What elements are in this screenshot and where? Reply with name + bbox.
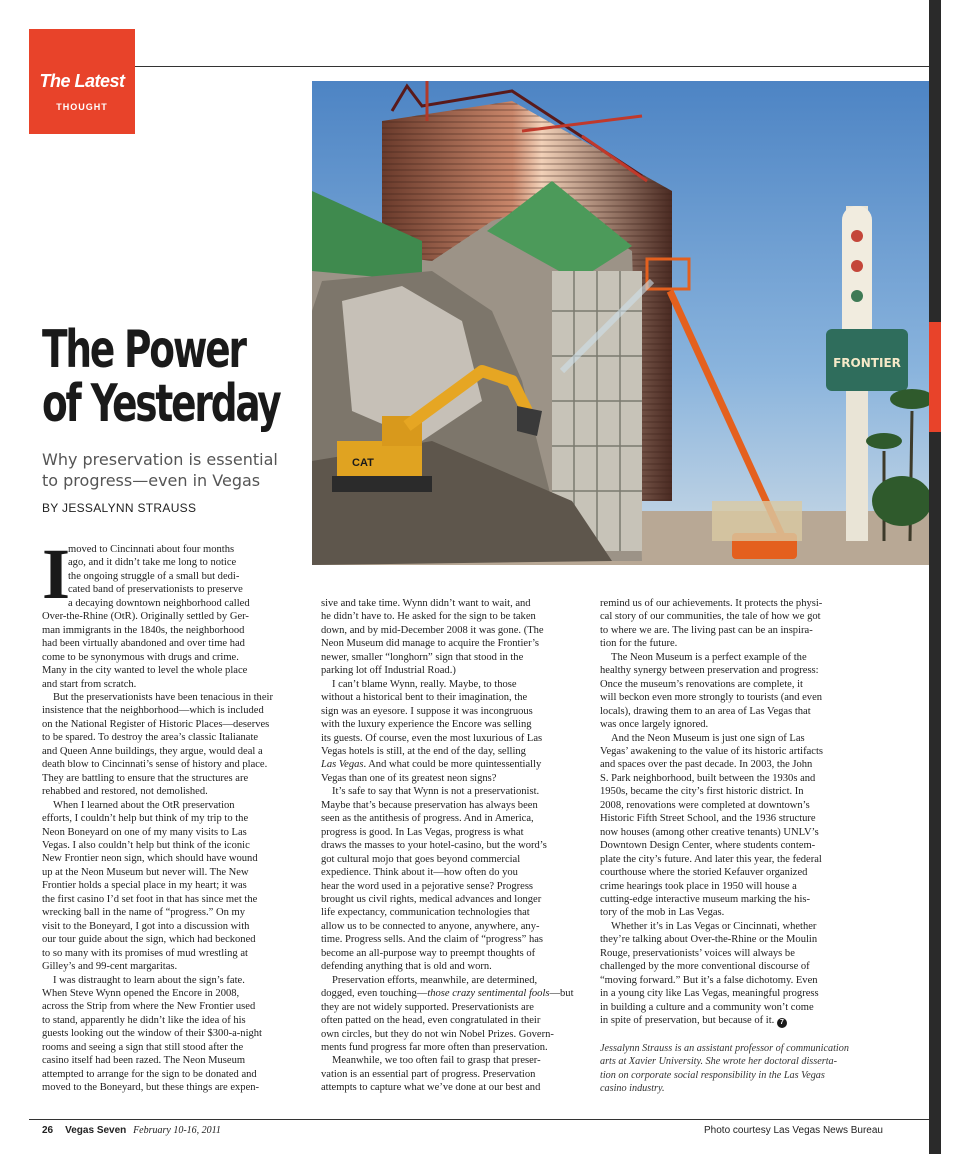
article-line: own circles, but they do not win Nobel Prizes. Govern- xyxy=(321,1028,554,1040)
article-line: When I learned about the OtR preservation xyxy=(53,799,235,811)
article-line: progress is good. In Las Vegas, progress is what xyxy=(321,826,524,838)
frontier-sign-text: FRONTIER xyxy=(833,356,901,370)
article-line: visit to the Boneyard, I got into a discussion with xyxy=(42,920,250,932)
article-column-1 xyxy=(42,534,310,1095)
article-line: S. Park neighborhood, built between the 1930s and xyxy=(600,772,816,784)
footer-rule xyxy=(29,1119,929,1120)
article-line: remind us of our achievements. It protects the physi- xyxy=(600,598,823,609)
article-line: hear the word used in a pejorative sense? Progress xyxy=(321,880,534,892)
headline-line-2: of Yesterday xyxy=(42,374,280,434)
article-line: ments fund progress far more often than preservation. xyxy=(321,1041,548,1053)
article-line: without a historical bent to their imagination, the xyxy=(321,692,528,704)
magazine-name: Vegas Seven xyxy=(65,1125,127,1136)
article-line: casino itself had been razed. The Neon Museum xyxy=(42,1055,246,1067)
article-line: Vegas’ awakening to the value of its historic artifacts xyxy=(600,745,823,757)
article-line: death blow to Cincinnati’s sense of history and place. xyxy=(42,759,268,771)
article-line: to stand, apparently he didn’t like the idea of his xyxy=(42,1014,246,1026)
article-line: with the luxury experience the Encore was selling xyxy=(321,719,532,731)
article-line: sign was an eyesore. I suppose it was incongruous xyxy=(321,705,533,717)
article-line: often patted on the head, even congratulated in their xyxy=(321,1015,541,1027)
article-line: to be spared. To destroy the area’s classic Italianate xyxy=(42,732,259,744)
article-line: now houses (among other creative tenants) UNLV’s xyxy=(600,826,819,838)
photo-credit: Photo courtesy Las Vegas News Bureau xyxy=(704,1125,883,1136)
article-line: Meanwhile, we too often fail to grasp that preser- xyxy=(332,1055,541,1067)
article-line: Gilley’s and 99-cent margaritas. xyxy=(42,961,178,973)
article-dek xyxy=(42,449,307,491)
article-line: Preservation efforts, meanwhile, are determined, xyxy=(332,974,538,986)
article-line: tory of the mob in Las Vegas. xyxy=(600,907,725,919)
article-line: wrecking ball in the name of “progress.” On my xyxy=(42,907,245,919)
article-line: and start from scratch. xyxy=(42,678,137,690)
article-line: draws the masses to your hotel-casino, but the word’s xyxy=(321,840,547,852)
article-line: cutting-edge interactive museum marking the his- xyxy=(600,893,810,905)
article-line: Over-the-Rhine (OtR). Originally settled by Ger- xyxy=(42,611,249,623)
article-line: But the preservationists have been tenacious in their xyxy=(53,691,273,703)
article-line: the first casino I’d set foot in that has since met the xyxy=(42,893,258,905)
article-line: Neon Boneyard on one of my many visits to Las xyxy=(42,826,247,838)
section-subtitle: THOUGHT xyxy=(56,102,108,112)
article-line: Rouge, preservationists’ voices will always be xyxy=(600,947,795,959)
article-line: locals), drawing them to an area of Las Vegas that xyxy=(600,705,811,717)
article-line: efforts, I couldn’t help but think of my trip to the xyxy=(42,813,249,825)
article-line: 2008, renovations were completed at downtown’s xyxy=(600,799,810,811)
dek-line-1: Why preservation is essential xyxy=(42,450,278,469)
excavator-brand-text: CAT xyxy=(352,457,374,469)
section-title: The Latest xyxy=(39,71,125,91)
article-line: had been virtually abandoned and over time had xyxy=(42,638,245,650)
page-number: 26 xyxy=(42,1125,54,1136)
article-line: challenged by the more conventional discourse of xyxy=(600,961,810,973)
bio-line: Jessalynn Strauss is an assistant professor of communication xyxy=(600,1043,849,1054)
bio-line: tion on corporate social responsibility in the Las Vegas xyxy=(600,1069,825,1081)
article-line: Vegas hotels is still, at the end of the day, selling xyxy=(321,745,526,757)
article-line: vation is an essential part of progress. Preservation xyxy=(321,1068,536,1080)
article-line: in a young city like Las Vegas, meaningful progress xyxy=(600,988,819,1000)
article-line: 1950s, became the city’s first historic district. In xyxy=(600,786,804,798)
article-line: And the Neon Museum is just one sign of Las xyxy=(611,732,805,744)
article-line: got cultural mojo that goes beyond commercial xyxy=(321,853,521,865)
top-rule xyxy=(135,66,929,67)
article-line: Neon Museum did manage to acquire the Frontier’s xyxy=(321,638,540,650)
article-line: the ongoing struggle of a small but dedi- xyxy=(68,570,240,582)
article-line: guests looking out the window of their $300-a-night xyxy=(42,1028,262,1040)
article-headline xyxy=(42,320,280,434)
drop-cap: I xyxy=(42,534,71,614)
article-line: up at the Neon Museum but never will. The New xyxy=(42,866,249,878)
article-line: become an all-purpose way to preempt thoughts of xyxy=(321,947,536,959)
article-line: and Queen Anne buildings, they argue, would deal a xyxy=(42,745,263,757)
article-line: dogged, even touching—those crazy sentimental fools—but xyxy=(321,988,574,1000)
article-line: attempted to arrange for the sign to be donated and xyxy=(42,1068,257,1080)
article-line: Maybe that’s because preservation has always been xyxy=(321,799,538,811)
article-line: moved to the Boneyard, but these things are expen- xyxy=(42,1082,260,1094)
article-line: Downtown Design Center, where students contem- xyxy=(600,840,816,852)
article-line: Frontier holds a special place in my heart; it was xyxy=(42,880,247,892)
article-line: They are battling to ensure that the structures are xyxy=(42,772,249,784)
article-line: “moving forward.” But it’s a false dichotomy. Even xyxy=(600,974,818,986)
author-bio xyxy=(600,1042,870,1096)
issue-date: February 10-16, 2011 xyxy=(133,1125,221,1136)
article-line: newer, smaller “longhorn” sign that stood in the xyxy=(321,651,524,663)
article-line: our tour guide about the sign, which had beckoned xyxy=(42,934,256,946)
demolition-photo xyxy=(312,81,929,565)
article-line: brought us civil rights, medical advances and longer xyxy=(321,893,542,905)
article-line: come to be synonymous with drugs and crime. xyxy=(42,651,239,663)
article-line: tion for the future. xyxy=(600,638,678,650)
article-line: The Neon Museum is a perfect example of the xyxy=(611,651,807,663)
article-line: they are not widely supported. Preservationists are xyxy=(321,1001,534,1013)
article-line: was once largely ignored. xyxy=(600,719,709,731)
article-line: time. Progress sells. And the claim of “progress” has xyxy=(321,934,544,946)
article-line: Once the museum’s renovations are complete, it xyxy=(600,678,803,690)
article-line: allow us to be connected to anyone, anywhere, any- xyxy=(321,920,540,932)
article-line: they’re talking about Over-the-Rhine or the Moulin xyxy=(600,934,818,946)
dek-line-2: to progress—even in Vegas xyxy=(42,471,261,490)
page-edge-accent xyxy=(929,322,941,432)
article-line: down, and by mid-December 2008 it was gone. (The xyxy=(321,624,544,636)
article-line: man immigrants in the 1840s, the neighborhood xyxy=(42,624,245,636)
byline: BY JESSALYNN STRAUSS xyxy=(42,501,197,515)
article-line: Many in the city wanted to level the whole place xyxy=(42,665,248,677)
section-label-box xyxy=(29,29,135,134)
article-line: New Frontier neon sign, which should have wound xyxy=(42,853,258,865)
article-line: cal story of our communities, the tale of how we got xyxy=(600,611,821,623)
article-line: parking lot off Industrial Road.) xyxy=(321,665,456,677)
article-line: moved to Cincinnati about four months xyxy=(68,544,235,555)
article-line: he didn’t have to. He asked for the sign to be taken xyxy=(321,611,536,623)
article-line: seen as the antithesis of progress. And in America, xyxy=(321,813,534,825)
article-line: I can’t blame Wynn, really. Maybe, to those xyxy=(332,678,517,690)
article-line: Whether it’s in Las Vegas or Cincinnati, whether xyxy=(611,920,817,932)
article-line: Vegas than one of its greatest neon signs? xyxy=(321,772,497,784)
article-line: insistence that the neighborhood—which is included xyxy=(42,705,264,717)
article-line: cated band of preservationists to preserve xyxy=(68,584,243,596)
article-line: Las Vegas. And what could be more quintessentially xyxy=(321,759,542,771)
article-line: in building a culture and a community won’t come xyxy=(600,1001,814,1013)
article-line: crime hearings took place in 1950 will house a xyxy=(600,880,797,892)
article-line: rooms and seeing a sign that still stood after the xyxy=(42,1041,244,1053)
article-line: courthouse where the storied Kefauver organized xyxy=(600,867,808,879)
article-line: across the Strip from where the New Frontier used xyxy=(42,1001,256,1013)
article-column-3 xyxy=(600,597,868,1028)
article-line: to where we are. The living past can be an inspira- xyxy=(600,624,813,636)
folio xyxy=(42,1125,221,1136)
article-line: in spite of preservation, but because of it. 7 xyxy=(600,1014,868,1028)
article-line: I was distraught to learn about the sign’s fate. xyxy=(53,974,245,986)
article-line: Historic Fifth Street School, and the 1936 structure xyxy=(600,813,816,825)
article-line: life expectancy, communication technologies that xyxy=(321,907,530,919)
article-line: will beckon even more strongly to tourists (and even xyxy=(600,692,823,704)
article-line: attempts to capture what we’ve done at our best and xyxy=(321,1082,541,1094)
article-line: Vegas. I also couldn’t help but think of the iconic xyxy=(42,839,250,851)
headline-line-1: The Power xyxy=(42,320,245,380)
article-line: to so many with its promises of mud wrestling at xyxy=(42,947,248,959)
end-of-article-icon: 7 xyxy=(777,1018,787,1028)
article-line: plate the city’s future. And later this year, the federal xyxy=(600,853,822,865)
article-column-2 xyxy=(321,597,583,1095)
page-edge-bar xyxy=(929,0,941,1154)
article-line: ago, and it didn’t take me long to notice xyxy=(68,557,237,569)
article-line: sive and take time. Wynn didn’t want to wait, and xyxy=(321,598,531,609)
article-line: a decaying downtown neighborhood called xyxy=(68,597,250,609)
bio-line: arts at Xavier University. She wrote her doctoral disserta- xyxy=(600,1056,838,1068)
article-line: defending anything that is old and worn. xyxy=(321,961,492,973)
article-line: expedience. Think about it—how often do you xyxy=(321,867,518,879)
article-line: rehabbed and restored, not demolished. xyxy=(42,786,208,798)
article-line: on the National Register of Historic Places—deserves xyxy=(42,718,270,730)
bio-line: casino industry. xyxy=(600,1083,665,1095)
demolition-photo-illustration xyxy=(312,81,929,565)
article-line: It’s safe to say that Wynn is not a preservationist. xyxy=(332,786,540,798)
article-line: and spaces over the past decade. In 2003, the John xyxy=(600,759,813,771)
article-line: its guests. Of course, even the most luxurious of Las xyxy=(321,732,543,744)
article-line: When Steve Wynn opened the Encore in 2008, xyxy=(42,987,240,999)
article-line: healthy synergy between preservation and progress: xyxy=(600,665,819,677)
